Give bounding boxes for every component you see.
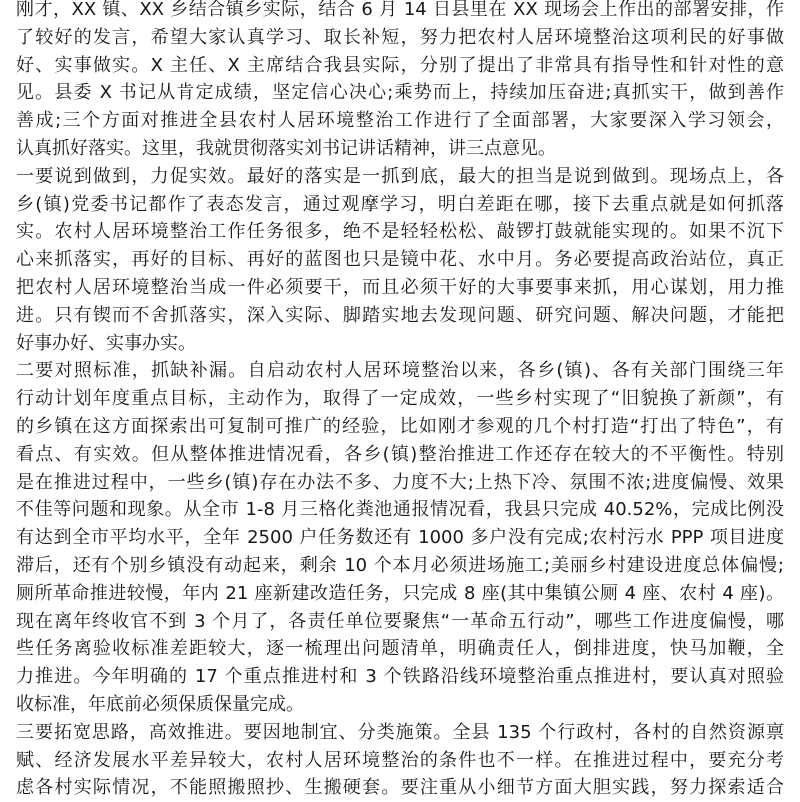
text-line: 的乡镇在这方面探索出可复制可推广的经验，比如刚才参观的几个村打造“打出了特色”，有: [16, 415, 784, 437]
text-line: 见。县委 X 书记从肯定成绩，坚定信心决心;乘势而上，持续加压奋进;真抓实干，做到善作: [16, 82, 784, 104]
text-line: 三要拓宽思路，高效推进。要因地制宜、分类施策。全县 135 个行政村，各村的自然资源禀: [16, 721, 784, 743]
text-line: 二要对照标准，抓缺补漏。自启动农村人居环境整治以来，各乡(镇)、各有关部门围绕三年: [16, 360, 784, 382]
text-line: 不佳等问题和现象。从全市 1-8 月三格化粪池通报情况看，我县只完成 40.52%，完成比例没: [16, 499, 784, 521]
paragraph: [16, 0, 784, 163]
text-line: 现在离年终收官不到 3 个月了，各责任单位要聚焦“一革命五行动”，哪些工作进度偏慢，哪: [16, 610, 784, 632]
document-body: [16, 0, 784, 802]
text-line: 虑各村实际情况，不能照搬照抄、生搬硬套。要注重从小细节方面大胆实践，努力探索适合: [16, 777, 784, 799]
text-line: 实。农村人居环境整治工作任务很多，绝不是轻轻松松、敲锣打鼓就能实现的。如果不沉下: [16, 221, 784, 243]
text-line: 是在推进过程中，一些乡(镇)存在办法不多、力度不大;上热下冷、氛围不浓;进度偏慢、效果: [16, 471, 784, 493]
text-line: 收标准，年底前必须保质保量完成。: [16, 693, 304, 715]
text-line: 心来抓落实，再好的目标、再好的蓝图也只是镜中花、水中月。务必要提高政治站位，真正: [16, 249, 784, 271]
text-line: 把农村人居环境整治当成一件必须要干，而且必须干好的大事要事来抓，用心谋划，用力推: [16, 276, 784, 298]
text-line: 些任务离验收标准差距较大，逐一梳理出问题清单，明确责任人，倒排进度，快马加鞭，全: [16, 638, 784, 660]
paragraph: [16, 357, 784, 718]
paragraph: [16, 719, 784, 802]
text-line: 力推进。今年明确的 17 个重点推进村和 3 个铁路沿线环境整治重点推进村，要认真对照验: [16, 666, 784, 688]
text-line: 好、实事做实。X 主任、X 主席结合我县实际，分别了提出了非常具有指导性和针对性的意: [16, 54, 784, 76]
text-line: 厕所革命推进较慢，年内 21 座新建改造任务，只完成 8 座(其中集镇公厕 4 座、农村 4 座)。: [16, 582, 784, 604]
text-line: 了较好的发言，希望大家认真学习、取长补短，努力把农村人居环境整治这项利民的好事做: [16, 26, 784, 48]
text-line: 行动计划年度重点目标，主动作为，取得了一定成效，一些乡村实现了“旧貌换了新颜”，有: [16, 388, 784, 410]
text-line: 赋、经济发展水平差异较大，农村人居环境整治的条件也不一样。在推进过程中，要充分考: [16, 749, 784, 771]
text-line: 有达到全市平均水平，全年 2500 户任务数还有 1000 多户没有完成;农村污水 PPP 项目进度: [16, 527, 784, 549]
text-line: 一要说到做到，力促实效。最好的落实是一抓到底，最大的担当是说到做到。现场点上，各: [16, 165, 784, 187]
text-line: 进。只有锲而不舍抓落实，深入实际、脚踏实地去发现问题、研究问题、解决问题，才能把: [16, 304, 784, 326]
text-line: 善成;三个方面对推进全县农村人居环境整治工作进行了全面部署，大家要深入学习领会，: [16, 110, 784, 132]
text-line: 认真抓好落实。这里，我就贯彻落实刘书记讲话精神，讲三点意见。: [16, 137, 556, 159]
text-line: 刚才，XX 镇、XX 乡结合镇乡实际，结合 6 月 14 日县里在 XX 现场会上作出的部署安排，作: [16, 0, 784, 20]
text-line: 滞后，还有个别乡镇没有动起来，剩余 10 个本月必须进场施工;美丽乡村建设进度总体偏慢;: [16, 554, 784, 576]
text-line: 好事办好、实事办实。: [16, 332, 196, 354]
text-line: 看点、有实效。但从整体推进情况看，各乡(镇)整治推进工作还存在较大的不平衡性。特别: [16, 443, 784, 465]
paragraph: [16, 163, 784, 358]
text-line: 乡(镇)党委书记都作了表态发言，通过观摩学习，明白差距在哪，接下去重点就是如何抓落: [16, 193, 784, 215]
